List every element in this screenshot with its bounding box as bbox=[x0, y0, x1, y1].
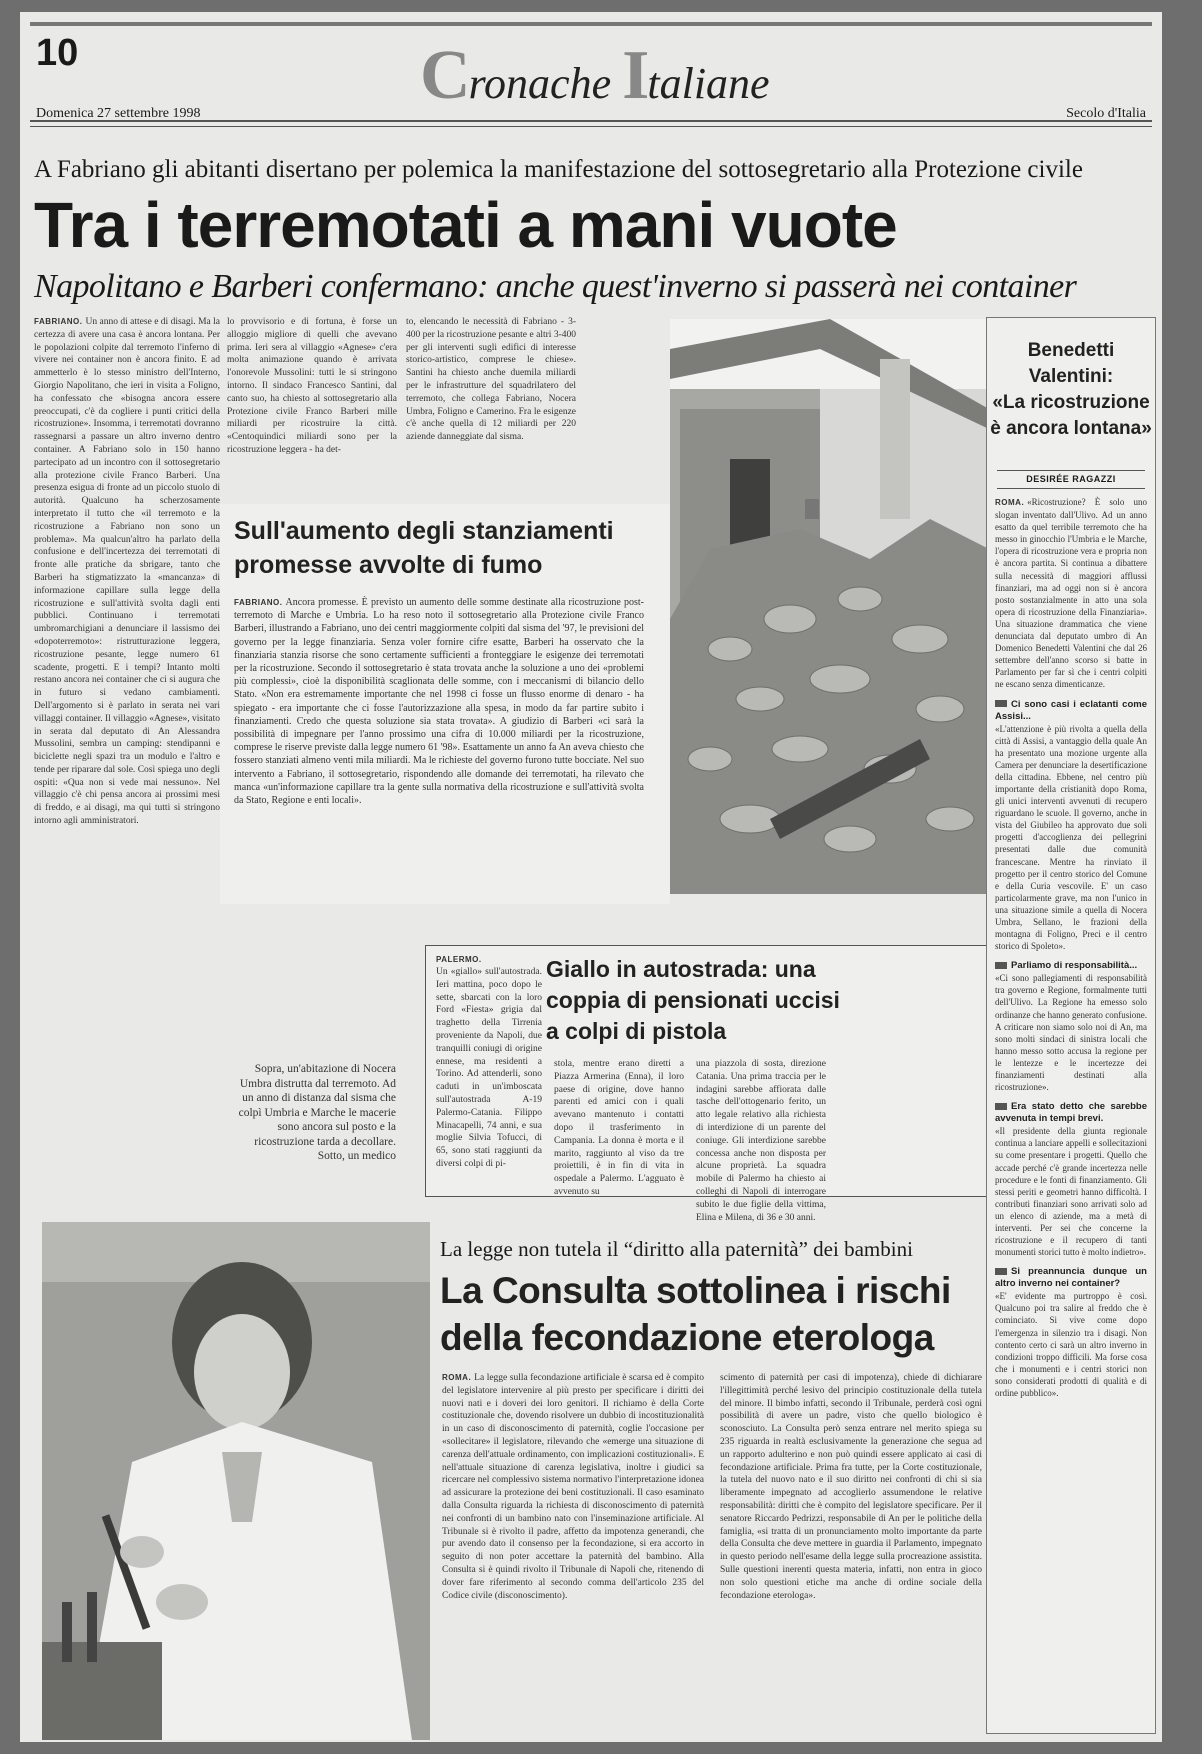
main-story-col1: FABRIANO. Un anno di attese e di disagi. Ma la certezza di avere una casa è ancora lontana. Per le popolazioni colpite dal terremoto l'inferno di vivere nei container non è ancora finito. E ad ammetterlo è lo stesso ministro dell'Interno, Giorgio Napolitano, che ieri in visita a Foligno, ha confessato che «bisogna ancora essere preoccupati, c'è da cogliere i punti critici della ricostruzione». Insomma, i terremotati dovranno rassegnarsi a passare un altro inverno dentro container. A Fabriano solo in 150 hanno partecipato ad un incontro con il sottosegretario alla protezione civile Franco Barberi. Una presenza esigua di fronte ad un piccolo stuolo di autorità. Qualcuno ha scherzosamente interpretato il tutto che «il terremoto e la ricostruzione a Fabriano non sono un problema». Ma qualcun'altro ha parlato della confusione e dell'incertezza dei terremotati di fronte alle pratiche da sbrigare, tanto che Barberi ha stigmatizzato la «mancanza» di informazione capillare sulla legge della ricostruzione e sull'attività svolta dagli enti pubblici. Continuano i terremotati umbromarchigiani a denunciare il lassismo dei «dopoterremoto»: ristrutturazione leggera, ricostruzione pesante, legge numero 61 scadente, progetti. E i tempi? Intanto molti restano ancora nei container che ci si augura che in futuro si vedano cambiamenti. Dell'argomento si è parlato in serata nei vari villaggi container. Il villaggio «Agnese», visitato in serata dal deputato di An Alessandra Mussolini, sembra un camping: stendipanni e biciclette negli spazi tra un modulo e l'altro e tende per riparare dal sole. Così spiega uno degli ospiti: «Qua non si vede mai nessuno». Nel villaggio c'è chi pensa ancora ai prossimi mesi di freddo, e ai disagi, ma qui tutti si stringono intorno agli amministratori. bbox=[34, 317, 221, 827]
newspaper-page bbox=[20, 12, 1162, 1742]
palermo-col1-top: PALERMO. bbox=[436, 955, 482, 964]
consulta-col2: scimento di paternità per casi di impotenza), chiede di dichiarare l'illegittimità perché lesivo del principio costituzionale della tutela del minore. Il bimbo infatti, secondo il Tribunale, perderà così ogni possibilità di avere un padre, visto che quello biologico è sconosciuto. La Consulta però senza entrare nel merito spiega su 235 riguarda in realtà esclusivamente la generazione che segua ad un rapporto adulterino e non può quindi essere applicato ai casi di fecondazione artificiale. Prima fra tutte, per la Corte costituzionale, la tutela del nuovo nato e il suo diritto nei confronti di chi si sia liberamente impegnato ad accoglierlo assumendone le relative responsabilità: diritti che è compito del legislatore specificare. Per il senatore Riccardo Pedrizzi, responsabile di An per le politiche della famiglia, «si tratta di un pronunciamento molto importante da parte della Consulta che deve mettere in guardia il Parlamento, impegnato in questo periodo nell'esame della legge sulla procreazione assistita. Sulle questioni inerenti questa materia, infatti, non entra in gioco non solo questioni etiche ma anche di ordine sociale della fecondazione eterologa». bbox=[720, 1373, 982, 1601]
doctor-illustration bbox=[42, 1222, 430, 1740]
main-kicker: A Fabriano gli abitanti disertano per polemica la manifestazione del sottosegretario alla Protezione civile bbox=[34, 156, 1083, 183]
main-headline: Tra i terremotati a mani vuote bbox=[34, 189, 897, 261]
top-rule bbox=[30, 22, 1152, 26]
main-story-col3: to, elencando le necessità di Fabriano - 3-400 per la ricostruzione pesante e altri 3-400 per gli interventi sugli edifici di interesse storico-artistico, comprese le chiese». Santini ha chiesto anche duemila miliardi per le infrastrutture del squadrilatero del terremoto, che collega Fabriano, Nocera Umbra, Foligno e Camerino. Fra le esigenze c'è anche quella di 12 miliardi per 220 aziende danneggiate dal sisma. bbox=[406, 317, 576, 443]
consulta-col1: ROMA. La legge sulla fecondazione artificiale è scarsa ed è compito del legislatore intervenire al più presto per specificare i diritti dei nuovi nati e i doveri dei loro genitori. Il richiamo è della Corte costituzionale che, dovendo risolvere un dubbio di incostituzionalità in un caso di disconoscimento di paternità, coglie l'occasione per «sollecitare» il legislatore, rilevando che «emerge una situazione di carenza dell'attuale ordinamento, con implicazioni costituzionali». E nell'attuale situazione di carenza legislativa, inoltre i giudici sa ricercare nel complessivo sistema normativo l'interpretazione idonea ad assicurare la protezione dei beni costituzionali. Il caso esaminato dalla Consulta riguarda la richiesta di disconoscimento di paternità nei confronti di un bambino nato con l'inseminazione artificiale. Al Tribunale si è rivolto il padre, affetto da impotenza generandi, che pur avendo dato il consenso per la fecondazione, si era accorto in seguito di non poter accettare la paternità del bambino. Alla Consulta si è quindi rivolto il Tribunale di Napoli che, ritenendo di dover fare riferimento al secondo comma dell'articolo 235 del Codice civile (disconoscimento). bbox=[442, 1373, 704, 1601]
consulta-kicker: La legge non tutela il “diritto alla paternità” dei bambini bbox=[440, 1237, 913, 1261]
page-number: 10 bbox=[36, 32, 79, 74]
section-title: Cronache Italiane bbox=[420, 37, 770, 114]
sidebar-title: Benedetti Valentini: «La ricostruzione è ancora lontana» bbox=[990, 340, 1152, 439]
main-story-col2: lo provvisorio e di fortuna, è forse un alloggio migliore di quelli che avevano prima. Ieri sera al villaggio «Agnese» c'era molta animazione quando è arrivata l'onorevole Mussolini: tutti le si stringono intorno. Il sindaco Francesco Santini, dal canto suo, ha chiesto al sottosegretario alla Protezione civile Franco Barberi mille miliardi per ricostruire la città. «Centoquindici miliardi sono per la ricostruzione leggera - ha det- bbox=[227, 317, 397, 455]
sub-story-body: FABRIANO. Ancora promesse. È previsto un aumento delle somme destinate alla ricostruzione post-terremoto di Marche e Umbria. Lo ha reso noto il sottosegretario alla Protezione civile Franco Barberi, illustrando a Fabriano, uno dei centri maggiormente colpiti dal sisma del '97, le previsioni del governo per la legge finanziaria. Senza voler fornire cifre esatte, Barberi ha osservato che la finanziaria stanzia risorse che sono certamente sufficienti a fronteggiare le esigenze dei terremotati per la ricostruzione. Secondo il sottosegretario è stata trovata anche la soluzione a uno dei «problemi più complessi», cioè la disponibilità scaglionata delle somme, con i meccanismi di bilancio dello Stato. «Non era estremamente importante che nel 1998 ci fosse un flusso enorme di denaro - ha spiegato - era importante che ci fosse l'autorizzazione alla spesa, in modo da far partire subito i finanziamenti. Credo che questa soluzione sia stata trovata». A giudizio di Barberi «ci sarà la possibilità di impegnare per l'anno prossimo una cifra di 10.000 miliardi per la ricostruzione, comprese le riserve previste dalla legge numero 61 '98». Esattamente un anno fa An aveva chiesto che fossero stanziati almeno venti mila miliardi. Ma le richieste del governo furono tutte bocciate. Nel suo intervento a Fabriano, il sottosegretario, rispondendo alle domande dei terremotati, ha rilevato che manca «un'informazione capillare tra la gente sulla normativa della ricostruzione e sull'attività svolta da Stato, Regione e enti locali». bbox=[234, 597, 644, 807]
sidebar-body: ROMA. «Ricostruzione? È solo uno slogan inventato dall'Ulivo. Ad un anno esatto da quel terribile terremoto che ha messo in ginocchio l'Umbria e le Marche, l'opera di ricostruzione vera e propria non è ancora partita. Si continua a dibattere sulla necessità di maggiori afflussi finanziari, ma ad oggi non si è ancora posto sostanzialmente in atto una sola opera di ricostruzione della Finanziaria». Una situazione drammatica che viene denunciata dal deputato umbro di An Domenico Benedetti Valentini che dal 26 settembre dell'anno scorso si batte in Parlamento per far sì che i centri colpiti ne escano senza dimenticanze. Ci sono casi i eclatanti come Assisi... «L'attenzione è più rivolta a quella della città di Assisi, a vantaggio della quale An ha presentato una mozione urgente alla Camera per denunciare la desertificazione della cittadina. Ebbene, nel centro più importante della cristianità dopo Roma, gli unici interventi avvenuti di recupero riguardano le scuole. Il governo, anche in vista del Giubileo ha approvato due soli progetti d'accoglienza dei pellegrini presentati dalle due comunità francescane. Mentre ha rinviato il progetto per il centro storico del Comune e della Curia vescovile. E' un caso particolarmente grave, ma non l'unico in una situazione simile a quella di Nocera Umbra, Sellano, le frazioni della montagna di Foligno, Preci e il centro storico di Spoleto». Parliamo di responsabilità... «Ci sono pallegiamenti di responsabilità tra governo e Regione, formalmente tutti dell'Ulivo. La Regione ha emesso solo ordinanze che hanno generato confusione. A criticare non siamo solo noi di An, ma sono molti sindaci di sinistra locali che hanno messo sotto accusa la regione per le lentezze e le incertezze dei finanziamenti destinati alla ricostruzione». Era stato detto che sarebbe avvenuta in tempi brevi. «Il presidente della giunta regionale continua a lanciare appelli e sollecitazioni su come presentare i progetti. Quello che accade perché c'è grande incertezza nelle procedure e le fonti di finanziamento. Gli stessi periti e geometri hanno difficoltà. I contributi finanziari sono arrivati solo ad un elenco di aziende, ma a metà di interventi. Per sei che concerne la ricostruzione e il recupero di tanti monumenti storici tutto è molto indietro». Si preannuncia dunque un altro inverno nei container? «E' evidente ma purtroppo è così. Qualcuno poi tra salire al freddo che è cominciato. Si vive come dopo l'emergenza in silenzio tra i disagi. Non contento certo ci sarà un altro inverno in condizioni troppo difficili. Ma forse cosa che i monumenti e i centri storici non sono considerati prodotti di qualità e di ordine pubblico». bbox=[995, 497, 1147, 1398]
palermo-headline: Giallo in autostrada: una coppia di pensionati uccisi a colpi di pistola bbox=[546, 956, 840, 1044]
interview-sidebar bbox=[986, 317, 1156, 1734]
sidebar-divider bbox=[997, 470, 1145, 471]
palermo-story-box bbox=[425, 945, 987, 1223]
earthquake-rubble-photo bbox=[670, 319, 989, 894]
sub-story-headline: Sull'aumento degli stanziamenti promesse avvolte di fumo bbox=[234, 517, 614, 579]
newspaper-name: Secolo d'Italia bbox=[1066, 106, 1146, 121]
main-subhead: Napolitano e Barberi confermano: anche quest'inverno si passerà nei container bbox=[34, 268, 1077, 305]
doctor-laboratory-photo bbox=[42, 1222, 430, 1740]
palermo-col2: stola, mentre erano diretti a Piazza Armerina (Enna), il loro paese di origine, dove hanno parenti ed amici con i quali avevano mantenuto i contatti dopo il trasferimento in Campania. La donna è morta e il marito, raggiunto al viso da tre proiettili, è in fin di vita in ospedale a Palermo. L'agguato è avvenuto su bbox=[554, 1059, 684, 1197]
sidebar-question-3: Era stato detto che sarebbe avvenuta in tempi brevi. bbox=[995, 1101, 1147, 1125]
sidebar-divider-2 bbox=[997, 488, 1145, 489]
sidebar-question-1: Ci sono casi i eclatanti come Assisi... bbox=[995, 698, 1147, 722]
sidebar-author: DESIRÉE RAGAZZI bbox=[1026, 474, 1116, 484]
palermo-col1: Un «giallo» sull'autostrada. Ieri mattina, poco dopo le sette, sbarcati con la loro Ford «Fiesta» grigia dal traghetto della Tirrenia proveniente da Napoli, due tranquilli coniugi di origine ennese, ma residenti a Torino. Ad attenderli, sono caduti in un'imboscata sull'autostrada A-19 Palermo-Catania. Filippo Minacapelli, 74 anni, e sua moglie Silvia Tofucci, di 65, sono stati raggiunti da diversi colpi di pi- bbox=[436, 967, 542, 1169]
photo-caption: Sopra, un'abitazione di Nocera Umbra distrutta dal terremoto. Ad un anno di distanza dal sisma che colpì Umbria e Marche le macerie sono ancora sul posto e la ricostruzione tarda a decollare. Sotto, un medico bbox=[238, 1063, 396, 1162]
header-rule-thin bbox=[30, 126, 1152, 127]
consulta-headline: La Consulta sottolinea i rischi della fecondazione eterologa bbox=[440, 1270, 951, 1358]
sidebar-question-4: Si preannuncia dunque un altro inverno nei container? bbox=[995, 1266, 1147, 1290]
rubble-illustration bbox=[670, 319, 989, 894]
sub-story-box bbox=[220, 504, 670, 904]
palermo-col3b bbox=[851, 956, 975, 1188]
sidebar-question-2: Parliamo di responsabilità... bbox=[995, 960, 1147, 972]
issue-date: Domenica 27 settembre 1998 bbox=[36, 106, 201, 121]
palermo-col3: una piazzola di sosta, direzione Catania. Una prima traccia per le indagini sarebbe affiorata dalle tasche dell'ottogenario ferito, un atto legale relativo alla richiesta di interdizione di un parente del coniuge. Gli interdizione sarebbe concessa anche non disposta per alcune proprietà. La squadra mobile di Palermo ha chiesto ai colleghi di Napoli di interrogare subito le due figlie della vittima, Elina e Milena, di 36 e 30 anni. bbox=[696, 1059, 826, 1223]
